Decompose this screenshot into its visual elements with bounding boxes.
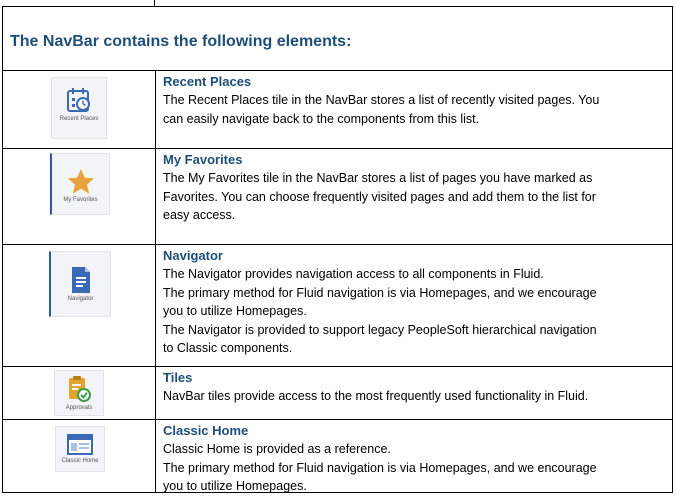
item-line: you to utilize Homepages.: [163, 479, 307, 493]
item-line: Classic Home is provided as a reference.: [163, 442, 391, 456]
table-title: The NavBar contains the following elements:: [10, 33, 352, 50]
item-line: The Navigator is provided to support legacy PeopleSoft hierarchical navigation: [163, 322, 597, 337]
icon-cell: [3, 149, 155, 244]
table-row-tiles: [3, 367, 672, 420]
description-cell: [163, 422, 668, 496]
item-title: Recent Places: [163, 74, 252, 89]
star-icon: [67, 168, 95, 195]
tile-label: My Favorites: [63, 197, 98, 203]
tile-label: Recent Places: [59, 116, 99, 122]
item-line: can easily navigate back to the components from this list.: [163, 111, 480, 126]
item-line: The Navigator provides navigation access to all components in Fluid.: [163, 267, 544, 281]
recent-places-icon: [66, 86, 92, 114]
navbar-elements-table: [2, 6, 673, 493]
description-cell: [163, 151, 668, 225]
table-row-classic-home: [3, 420, 672, 492]
icon-cell: [3, 420, 155, 492]
icon-cell: [3, 245, 155, 366]
approvals-tile: [54, 370, 104, 416]
item-title: Classic Home: [163, 423, 249, 438]
classic-home-tile: [55, 426, 105, 472]
tile-label: Classic Home: [61, 458, 99, 464]
my-favorites-tile: [50, 153, 110, 215]
navigator-document-icon: [70, 266, 92, 294]
item-line: The My Favorites tile in the NavBar stores a list of pages you have marked as: [163, 171, 593, 185]
recent-places-tile: [51, 77, 107, 139]
item-line: you to utilize Homepages.: [163, 304, 307, 318]
classic-home-window-icon: [67, 434, 93, 456]
tile-label: Navigator: [67, 296, 94, 302]
item-line: Favorites. You can choose frequently visited pages and add them to the list for: [163, 189, 596, 204]
item-line: easy access.: [163, 208, 236, 222]
navigator-tile: [49, 251, 111, 317]
approvals-clipboard-icon: [67, 375, 91, 403]
item-line: to Classic components.: [163, 341, 293, 355]
table-row-recent-places: [3, 71, 672, 149]
item-line: The primary method for Fluid navigation is via Homepages, and we encourage: [163, 460, 597, 475]
item-title: My Favorites: [163, 152, 243, 167]
icon-cell: [3, 367, 155, 419]
table-header: [3, 7, 672, 71]
table-row-my-favorites: [3, 149, 672, 245]
item-line: The primary method for Fluid navigation is via Homepages, and we encourage: [163, 285, 597, 300]
table-row-navigator: [3, 245, 672, 367]
item-title: Tiles: [163, 370, 193, 385]
description-cell: [163, 73, 668, 128]
description-cell: [163, 369, 668, 406]
description-cell: [163, 247, 668, 358]
item-line: NavBar tiles provide access to the most frequently used functionality in Fluid.: [163, 389, 589, 403]
item-title: Navigator: [163, 248, 223, 263]
tile-label: Approvals: [65, 405, 93, 411]
item-line: The Recent Places tile in the NavBar stores a list of recently visited pages. You: [163, 93, 600, 107]
icon-cell: [3, 71, 155, 148]
